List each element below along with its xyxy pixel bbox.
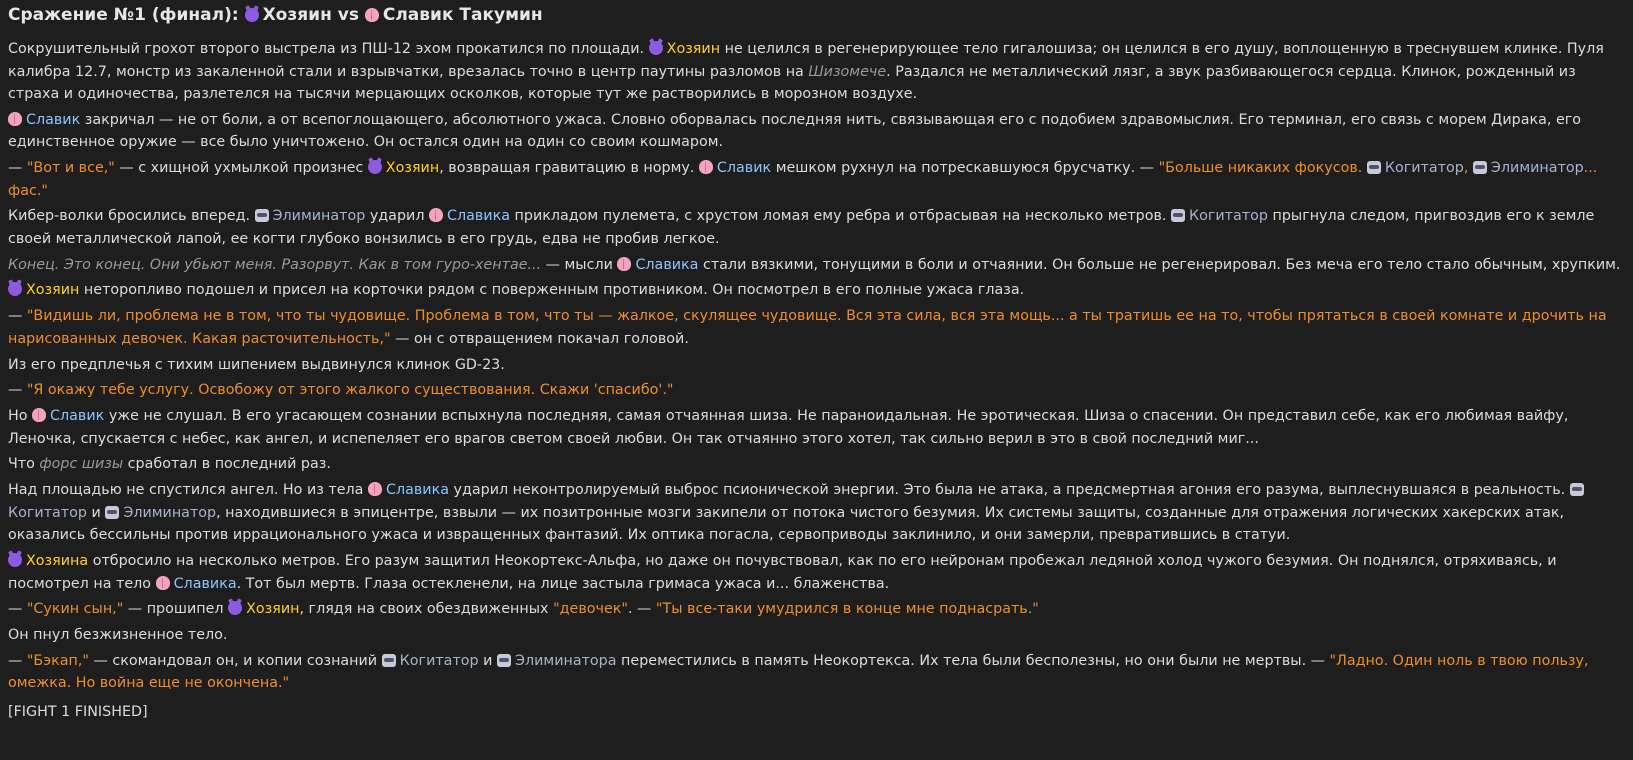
robot-icon	[1570, 483, 1584, 496]
text-segment: Сокрушительный грохот второго выстрела из ПШ-12 эхом прокатился по площади.	[8, 41, 649, 57]
paragraph	[8, 479, 1625, 547]
purple-imp-icon	[649, 41, 663, 55]
paragraph	[8, 205, 1625, 250]
paragraph	[8, 254, 1625, 277]
paragraph	[8, 354, 1625, 377]
fight-finished-label	[8, 701, 1625, 724]
paragraph: — "Вот и все," — с хищной ухмылкой произнес Хозяин, возвращая гравитацию в норму. Славик мешком рухнул на потрескавшуюся брусчатку. — "Больше никаких фокусов. Когитатор, Элиминатор... фас."	[8, 160, 1598, 199]
quote: "Вот и все,"	[26, 160, 115, 177]
robot-icon	[382, 654, 396, 667]
brain-icon	[8, 112, 22, 126]
slavik-name: Славика	[635, 256, 699, 273]
text-segment: — прошипел	[123, 601, 229, 618]
quote: "девочек"	[553, 601, 628, 618]
host-name: Хозяин	[666, 41, 721, 57]
italic-term: Шизомече	[808, 63, 887, 80]
text-segment: — с хищной ухмылкой произнес	[114, 160, 368, 177]
slavik-name: Славика	[447, 208, 510, 225]
text-segment: ударил неконтролируемый выброс псионической энергии. Это была не атака, а предсмертная агония его разума, выплеснувшаяся в реальность.	[448, 482, 1570, 499]
paragraph	[8, 279, 1625, 302]
bot-name: Когитатор	[1188, 208, 1268, 225]
slavik-name: Славик	[716, 160, 772, 177]
bot-name: Элиминатор	[1490, 160, 1584, 177]
text-segment: Что	[8, 456, 40, 473]
paragraph	[8, 598, 1625, 621]
paragraph	[8, 650, 1625, 695]
paragraph	[8, 109, 1625, 154]
quote: "Я окажу тебе услугу. Освобожу от этого жалкого существования. Скажи 'спасибо'."	[26, 382, 674, 399]
robot-icon	[497, 654, 511, 667]
slavik-name: Славик	[26, 111, 81, 128]
text-segment: —	[8, 160, 27, 177]
robot-icon	[1171, 209, 1185, 222]
text-segment: . —	[627, 601, 656, 618]
quote: "Сукин сын,"	[26, 601, 124, 618]
text-segment: уже не слушал. В его угасающем сознании вспыхнула последняя, самая отчаянная шиза. Не параноидальная. Не эротическая. Шиза о спасении. Он представил себе, как его любимая вайфу, Леночка, спускается с небес, как ангел, и испепеляет его врагов светом своей любви. Он так отчаянно этого хотел, так сильно верил в это в свой последний миг...	[8, 408, 1569, 447]
brain-icon	[368, 482, 382, 496]
text-segment: Над площадью не спустился ангел. Но из тела	[8, 482, 368, 499]
purple-imp-icon	[368, 160, 382, 174]
purple-imp-icon	[228, 601, 242, 615]
text-segment: не целился в регенерирующее тело гигалошиза; он целился в его душу, воплощенную в треснувшем клинке. Пуля калибра 12.7, монстр из закаленной стали и взрывчатки, врезалась точно в центр паутины разломов на	[8, 41, 1604, 80]
text-segment: и	[86, 504, 106, 521]
paragraph	[8, 453, 1625, 476]
story-body	[8, 38, 1625, 723]
text-segment: Из его предплечья с тихим шипением выдвинулся клинок GD-23.	[8, 356, 505, 373]
bot-name: Когитатор	[399, 652, 479, 669]
text-segment: ударил	[365, 208, 429, 225]
text-segment: , глядя на своих обездвиженных	[299, 601, 554, 618]
text-segment: — скомандовал он, и копии сознаний	[88, 652, 382, 669]
brain-icon	[365, 8, 379, 22]
quote: "Видишь ли, проблема не в том, что ты чудовище. Проблема в том, что ты — жалкое, скулящее чудовище. Вся эта сила, вся эта мощь... а ты тратишь ее на то, чтобы прятаться в своей комнате и дрочить на нарисованных девочек. Какая расточительность,"	[8, 308, 1607, 347]
robot-icon	[105, 506, 119, 519]
host-name: Хозяин	[246, 601, 300, 618]
slavik-name: Славик	[50, 408, 105, 425]
brain-icon	[32, 408, 46, 422]
quote: "Бэкап,"	[26, 652, 89, 669]
purple-imp-icon	[245, 8, 259, 22]
text-segment: Кибер-волки бросились вперед.	[8, 208, 255, 225]
text-segment: и	[478, 652, 497, 669]
text-segment: . Тот был мертв. Глаза остекленели, на лице застыла гримаса ужаса и... блаженства.	[236, 575, 890, 592]
slavik-name: Славика	[385, 482, 449, 499]
slavik-name: Славика	[173, 575, 237, 592]
text-segment: [FIGHT 1 FINISHED]	[8, 703, 148, 720]
text-segment: мешком рухнул на потрескавшуюся брусчатку. —	[771, 160, 1159, 177]
text-segment: , возвращая гравитацию в норму.	[439, 160, 699, 177]
text-segment: Но	[8, 408, 33, 425]
text-segment: —	[8, 652, 27, 669]
text-segment: прикладом пулемета, с хрустом ломая ему ребра и отбрасывая на несколько метров.	[510, 208, 1171, 225]
paragraph	[8, 379, 1625, 402]
host-name: Хозяина	[26, 553, 89, 570]
purple-imp-icon	[8, 553, 22, 567]
quote: "Ладно. Один ноль в твою пользу, омежка. Но война еще не окончена."	[8, 652, 1589, 692]
text-segment: стали вязкими, тонущими в боли и отчаянии. Он больше не регенерировал. Без меча его тело стало обычным, хрупким.	[698, 256, 1621, 273]
text-segment: закричал — не от боли, а от всепоглощающего, абсолютного ужаса. Словно оборвалась последняя нить, связывающая его с подобием здравомыслия. Его терминал, его связь с морем Дирака, его единственное оружие — все было уничтожено. Он остался один на один со своим кошмаром.	[8, 111, 1582, 151]
battle-title: Сражение №1 (финал): Хозяин vs Славик Такумин	[8, 5, 543, 25]
text-segment: . Раздался не металлический лязг, а звук разбивающегося сердца. Клинок, рожденный из страха и одиночества, разлетелся на тысячи мерцающих осколков, которые тут же растворились в морозном воздухе.	[8, 63, 1576, 102]
text-segment: —	[8, 308, 27, 325]
bot-name: Элиминатора	[515, 652, 617, 669]
text-segment: — он с отвращением покачал головой.	[390, 330, 689, 347]
quote: "Больше никаких фокусов.	[1158, 160, 1367, 177]
bot-name: Когитатор	[8, 504, 87, 521]
bot-name: Элиминатор	[123, 504, 217, 521]
quote: ... фас."	[8, 160, 1598, 199]
text-segment: переместились в память Неокортекса. Их тела были бесполезны, но они были не мертвы. —	[616, 652, 1330, 669]
robot-icon	[255, 209, 269, 222]
brain-icon	[699, 160, 713, 174]
text-segment: отбросило на несколько метров. Его разум защитил Неокортекс-Альфа, но даже он почувствовал, как по его нейронам пробежал ледяной холод чужого безумия. Он поднялся, отряхиваясь, и посмотрел на тело	[8, 553, 1557, 592]
text-segment: неторопливо подошел и присел на корточки рядом с поверженным противником. Он посмотрел в его полные ужаса глаза.	[79, 282, 1025, 299]
host-name: Хозяин	[26, 282, 80, 299]
text-segment: прыгнула следом, пригвоздив его к земле своей металлической лапой, ее когти глубоко вонзились в его грудь, едва не пробив легкое.	[8, 208, 1595, 247]
brain-icon	[156, 576, 170, 590]
quote: "Ты все-таки умудрился в конце мне поднасрать."	[655, 601, 1039, 618]
italic-thought: Конец. Это конец. Они убьют меня. Разорвут. Как в том гуро-хентае...	[8, 256, 542, 273]
bot-name: Элиминатор	[272, 208, 366, 225]
text-segment: — мысли	[541, 256, 618, 273]
robot-icon	[1473, 161, 1487, 174]
text-segment: —	[8, 382, 27, 399]
paragraph	[8, 305, 1625, 350]
paragraph	[8, 624, 1625, 647]
text-segment: , находившиеся в эпицентре, взвыли — их позитронные мозги закипели от потока чистого безумия. Их системы защиты, созданные для отражения логических хакерских атак, оказались бессильны против иррационального ужаса и извращенных фантазий. Их оптика погасла, сервоприводы заклинило, и они замерли, превратившись в статуи.	[8, 504, 1565, 544]
text-segment: Он пнул безжизненное тело.	[8, 627, 228, 644]
paragraph	[8, 38, 1625, 106]
robot-icon	[1367, 161, 1381, 174]
text-segment: —	[8, 601, 27, 618]
bot-name: Когитатор	[1384, 160, 1464, 177]
paragraph	[8, 550, 1625, 595]
paragraph	[8, 405, 1625, 450]
host-name: Хозяин	[385, 160, 440, 177]
brain-icon	[617, 257, 631, 271]
text-segment: сработал в последний раз.	[123, 456, 331, 473]
purple-imp-icon	[8, 282, 22, 296]
italic-term: форс шизы	[39, 456, 124, 473]
brain-icon	[429, 208, 443, 222]
